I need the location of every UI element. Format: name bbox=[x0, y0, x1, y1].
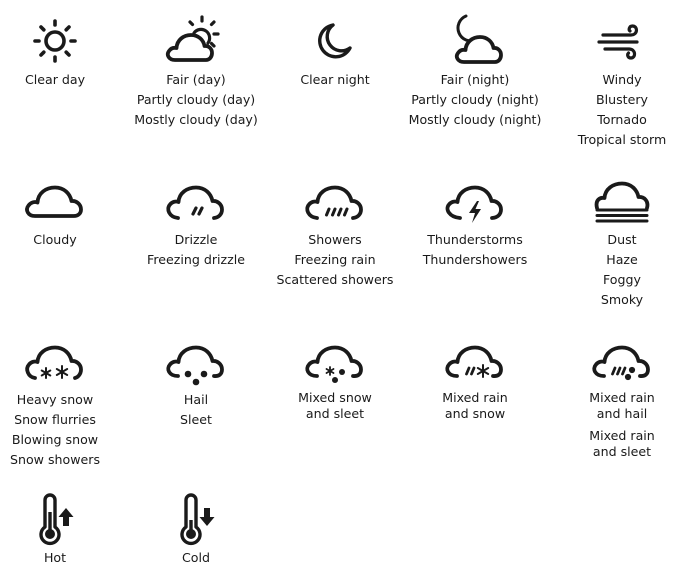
icon-label-line: Snow showers bbox=[9, 452, 101, 467]
cloud-hail-icon bbox=[161, 332, 231, 390]
icon-label-line: Mostly cloudy (day) bbox=[134, 112, 258, 127]
icon-showers bbox=[265, 172, 405, 290]
icon-label-line: Blustery bbox=[596, 92, 648, 107]
icon-label-line: Tropical storm bbox=[577, 132, 667, 147]
cloud-sun-icon bbox=[161, 12, 231, 70]
icon-label-line: Fair (day) bbox=[166, 72, 226, 87]
icon-label-line: Drizzle bbox=[174, 232, 218, 247]
icon-label-line: Mostly cloudy (night) bbox=[408, 112, 542, 127]
cloud-showers-icon bbox=[300, 172, 370, 230]
icon-label-line: and snow bbox=[444, 406, 506, 421]
icon-label-line: Mixed rain bbox=[442, 390, 508, 405]
icon-label-line: Hot bbox=[43, 550, 67, 565]
icon-label-line: Dust bbox=[607, 232, 637, 247]
cloud-snow-icon bbox=[20, 332, 90, 390]
icon-label-line: Haze bbox=[606, 252, 638, 267]
icon-label-line: and sleet bbox=[305, 406, 365, 421]
cloud-moon-icon bbox=[440, 12, 510, 70]
icon-label-line: Clear night bbox=[300, 72, 370, 87]
icon-drizzle bbox=[126, 172, 266, 270]
cloud-lightning-icon bbox=[440, 172, 510, 230]
icon-label-line: and hail bbox=[596, 406, 648, 421]
icon-clear-night bbox=[265, 12, 405, 90]
icon-hail bbox=[126, 332, 266, 430]
icon-label-line: Cloudy bbox=[33, 232, 77, 247]
icon-label-line: Sleet bbox=[180, 412, 212, 427]
icon-mixed-snow-sleet bbox=[265, 332, 405, 422]
cloud-fog-icon bbox=[587, 172, 657, 230]
cloud-rain-snow-icon bbox=[440, 332, 510, 390]
icon-label-line: Mixed rain bbox=[589, 390, 655, 405]
icon-dust bbox=[552, 172, 692, 310]
icon-clear-day bbox=[0, 12, 125, 90]
icon-label-line: Fair (night) bbox=[440, 72, 510, 87]
icon-thunderstorms bbox=[405, 172, 545, 270]
icon-label-line: Freezing rain bbox=[294, 252, 376, 267]
icon-label-line: Mixed rain bbox=[589, 428, 655, 443]
icon-label-line: and sleet bbox=[592, 444, 652, 459]
thermometer-down-icon bbox=[161, 490, 231, 548]
icon-fair-night bbox=[405, 12, 545, 130]
icon-label-line: Snow flurries bbox=[14, 412, 96, 427]
cloud-drizzle-icon bbox=[161, 172, 231, 230]
thermometer-up-icon bbox=[20, 490, 90, 548]
icon-label-line: Cold bbox=[182, 550, 210, 565]
icon-mixed-rain-snow bbox=[405, 332, 545, 422]
icon-mixed-rain-hail bbox=[552, 332, 692, 460]
icon-hot bbox=[0, 490, 125, 568]
icon-label-line: Heavy snow bbox=[16, 392, 94, 407]
cloud-snow-sleet-icon bbox=[300, 332, 370, 390]
icon-windy bbox=[552, 12, 692, 150]
moon-icon bbox=[300, 12, 370, 70]
icon-cold bbox=[126, 490, 266, 568]
icon-label-line: Partly cloudy (day) bbox=[136, 92, 256, 107]
wind-icon bbox=[587, 12, 657, 70]
icon-heavy-snow bbox=[0, 332, 125, 470]
icon-fair-day bbox=[126, 12, 266, 130]
icon-label-line: Mixed snow bbox=[298, 390, 372, 405]
icon-label-line: Freezing drizzle bbox=[147, 252, 245, 267]
icon-label-line: Thunderstorms bbox=[427, 232, 523, 247]
icon-label-line: Thundershowers bbox=[422, 252, 528, 267]
cloud-icon bbox=[20, 172, 90, 230]
icon-label-line: Scattered showers bbox=[276, 272, 394, 287]
icon-label-line: Blowing snow bbox=[11, 432, 99, 447]
icon-label-line: Showers bbox=[308, 232, 362, 247]
icon-label-line: Partly cloudy (night) bbox=[411, 92, 539, 107]
icon-label-line: Smoky bbox=[600, 292, 644, 307]
sun-icon bbox=[20, 12, 90, 70]
icon-label-line: Clear day bbox=[24, 72, 86, 87]
icon-label-line: Hail bbox=[183, 392, 209, 407]
icon-label-line: Windy bbox=[602, 72, 642, 87]
icon-label-line: Tornado bbox=[597, 112, 647, 127]
icon-cloudy bbox=[0, 172, 125, 250]
icon-label-line: Foggy bbox=[603, 272, 641, 287]
cloud-rain-hail-icon bbox=[587, 332, 657, 390]
